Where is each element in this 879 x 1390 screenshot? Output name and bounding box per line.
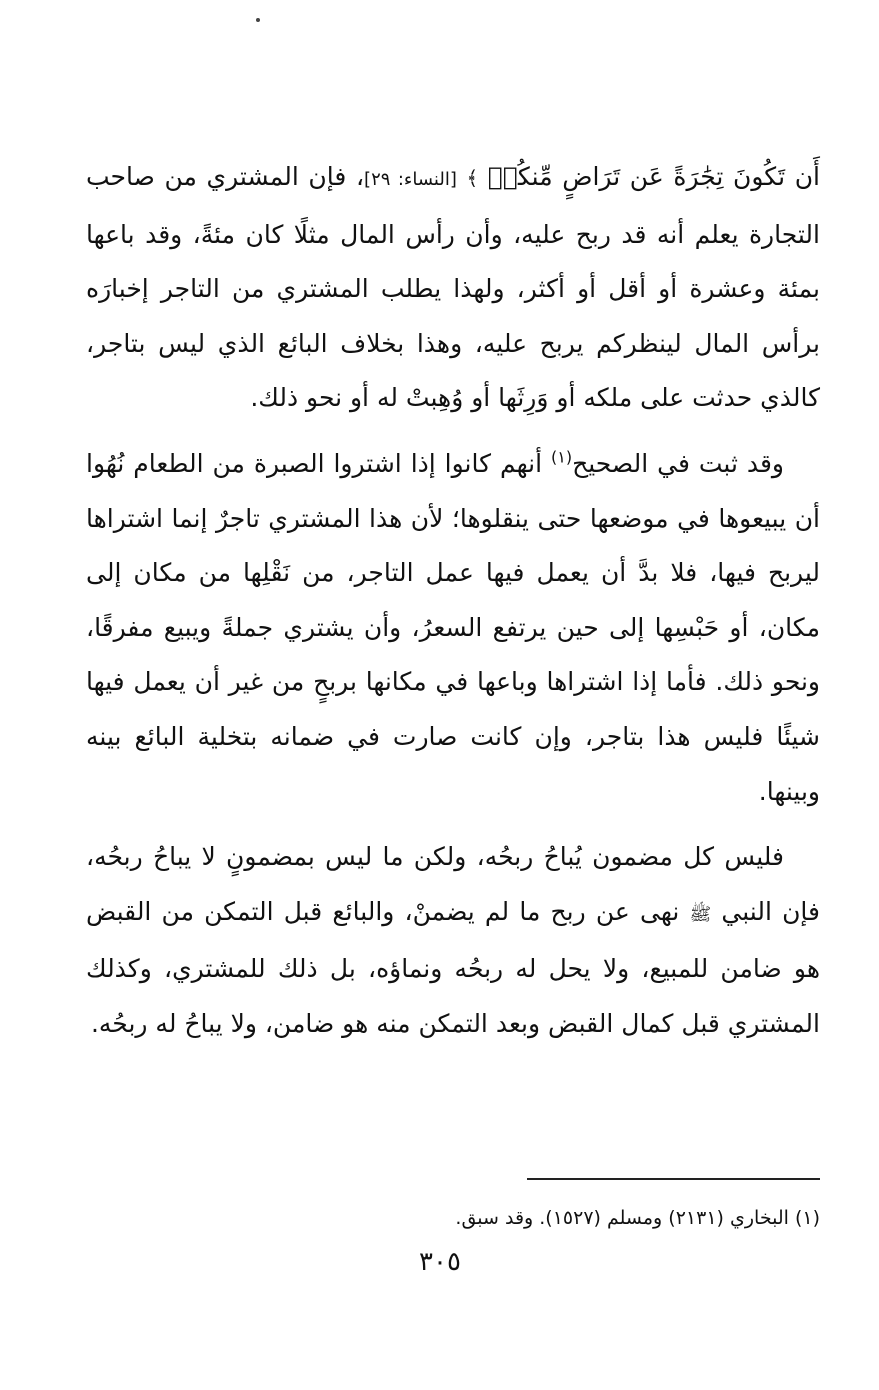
salawat-ligature: ﷺ bbox=[689, 903, 712, 925]
quran-close-ornament: ﴾ bbox=[466, 166, 479, 190]
page-number: ٣٠٥ bbox=[419, 1247, 461, 1277]
page-speck bbox=[256, 18, 260, 22]
main-text bbox=[86, 150, 820, 1052]
paragraph-1-text: ، فإن المشتري من صاحب التجارة يعلم أنه قد ربح عليه، وأن رأس المال مثلًا كان مئةً، وقد باعها بمئة وعشرة أو أقل أو أكثر، ولهذا يطلب المشتري من التاجر إخبارَه برأس المال لينظركم يربح عليه، وهذا بخلاف البائع الذي ليس بتاجر، كالذي حدثت على ملكه أو وَرِثَها أو وُهِبتْ له أو نحو ذلك. bbox=[86, 162, 820, 413]
paragraph-1 bbox=[86, 150, 820, 426]
paragraph-2-lead: وقد ثبت في الصحيح bbox=[572, 448, 785, 478]
paragraph-2-text: أنهم كانوا إذا اشتروا الصبرة من الطعام نُهُوا أن يبيعوها في موضعها حتى ينقلوها؛ لأن هذا المشتري تاجرٌ إنما اشتراها ليربح فيها، فلا بدَّ أن يعمل فيها عمل التاجر، من نَقْلِها من مكان إلى مكان، أو حَبْسِها إلى حين يرتفع السعرُ، وأن يشتري جملةً ويبيع مفرقًا، ونحو ذلك. فأما إذا اشتراها وباعها في مكانها بربحٍ من غير أن يعمل فيها شيئًا فليس هذا بتاجر، وإن كانت صارت في ضمانه بتخلية البائع بينه وبينها. bbox=[86, 448, 820, 806]
paragraph-3-lead: فليس كل مضمون يُباحُ ربحُه، ولكن ما ليس بمضمونٍ لا يباحُ ربحُه، فإن النبي bbox=[86, 842, 820, 926]
footnote-marker: (١) bbox=[551, 447, 573, 467]
paragraph-2 bbox=[86, 437, 820, 819]
quran-verse: أَن تَكُونَ تِجَٰرَةً عَن تَرَاضٍ مِّنكُمۡ bbox=[487, 162, 820, 191]
surah-reference: [النساء: ٢٩] bbox=[364, 169, 457, 190]
paragraph-3-text: نهى عن ربح ما لم يضمنْ، والبائع قبل التمكن من القبض هو ضامن للمبيع، ولا يحل له ربحُه ونماؤه، بل ذلك للمشتري، وكذلك المشتري قبل كمال القبض وبعد التمكن منه هو ضامن، ولا يباحُ له ربحُه. bbox=[86, 896, 820, 1038]
paragraph-3 bbox=[86, 830, 820, 1051]
footnote-text: البخاري (٢١٣١) ومسلم (١٥٢٧). وقد سبق. bbox=[455, 1207, 795, 1229]
footnote-number: (١) bbox=[794, 1207, 820, 1229]
footnote bbox=[200, 1203, 820, 1233]
footnote-divider bbox=[527, 1178, 820, 1180]
